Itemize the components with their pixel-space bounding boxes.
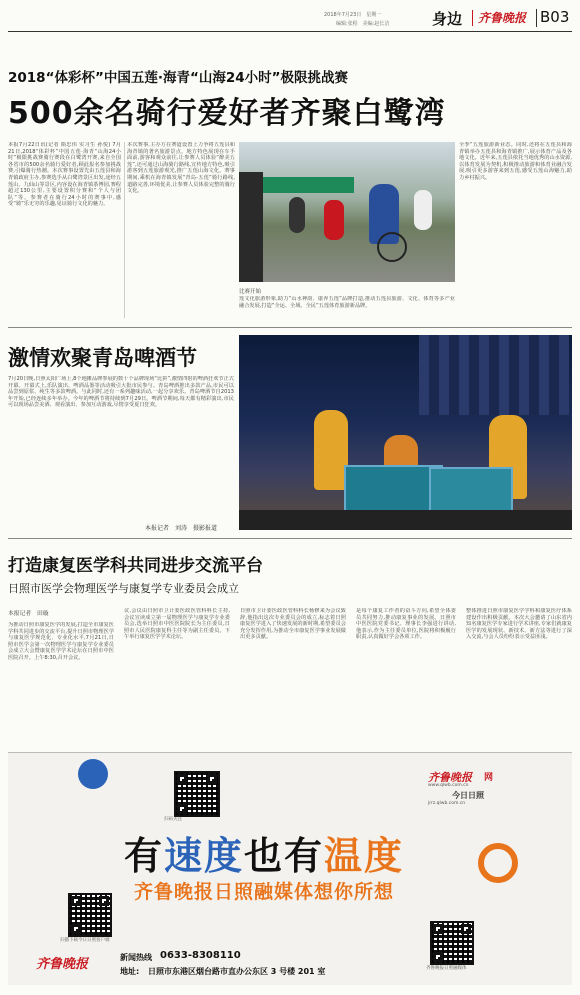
qr-code <box>430 921 474 965</box>
article3-column: 议,会议由日照市卫计委医政医管科科长主持,会议宣读成立第一届物理医学与康复学专业委员会,选举日照市中医医院院长为主任委员,日照市人民医院康复科主任等为副主任委员。下午举行康复医学学术论坛。 <box>124 608 230 641</box>
section-rule <box>8 538 572 539</box>
race-banner <box>259 177 354 193</box>
article2-headline: 激情欢聚青岛啤酒节 <box>8 346 197 370</box>
header-divider-2 <box>536 9 537 27</box>
qr2-caption: 扫描下载今日日照客户端 <box>60 938 110 943</box>
article1-headline: 500余名骑行爱好者齐聚白鹭湾 <box>8 96 446 131</box>
article3-column: 日照市卫计委医政医管科科长杨修来为会议致辞,他指出这次专业委员会的成立,标志着日照康复医学进入了快速发展的新时期,希望委员会充分发挥作用,为推动全市康复医学事业发展做出更多贡献。 <box>240 608 346 641</box>
stage-lights <box>419 335 569 415</box>
hotline-number: 0633-8308110 <box>160 950 241 961</box>
hotline-label: 新闻热线 <box>120 953 152 962</box>
header-editors: 编辑:张程 美编:赵长洁 <box>336 21 390 27</box>
address: 日照市东港区烟台路市直办公东区 3 号楼 201 室 <box>148 967 326 976</box>
column-rule <box>124 142 125 318</box>
qr-code <box>68 893 112 937</box>
slogan-part: 速度 <box>164 834 245 878</box>
stage-floor <box>239 510 572 530</box>
article2-credit: 本报记者 刘涛 摄影报道 <box>145 525 218 532</box>
slogan-part: 也有 <box>244 834 325 878</box>
decorative-ring <box>478 843 518 883</box>
ad-logo-suffix: 网 <box>484 773 494 783</box>
article1-body-left: 本报7月22日讯(记者 隋忠伟 实习生 孙悦) 7月21日,2018“体彩杯”中国五莲·海青“山海24小时”极限挑战赛骑行赛段在白鹭湾开赛,来自全国各省市的500余名骑行爱好者,顾此报名参加挑战赛,引爆骑行热潮。本次赛事设置先由五莲县和海青镇政府主办,参赛选手从白鹭湾景区出发,途经五莲山、九仙山等景区,内容设在海青镇茶博园,赛程超过130公里,主要设置积分赛和“个人与团队”等。参赛者在骑行24小时的赛事中,感受“骑”乐无穷的乐趣,见证骑行文化的魅力。 <box>8 142 121 208</box>
header-date: 2018年7月23日 星期一 <box>324 12 382 18</box>
ad-logo: 齐鲁晚报 <box>428 771 472 784</box>
cyclist-figure <box>289 197 305 233</box>
slogan-part: 有 <box>124 834 165 878</box>
article3-column: 是每个康复工作者的奋斗方向,希望全体委员共同努力,推动康复事业的发展。日照市中医医院党委书记、理事长李强进行讲话,他表示,作为主任委员单位,医院将积极履行职责,认真做好学会各项工作。 <box>356 608 456 641</box>
article2-body: 7月20日晚,日照太阳广场上,8个地摊品牌参展的数十个品牌现场“比拼”,激情四射的啤酒狂欢节正式开幕。开幕式上,乐队演出、啤酒品鉴等活动吸引大批市民参与。青岛啤酒推出多款产品,市民可以品尝到原浆、纯生等多款啤酒。与此同时,还有一系列趣味活动,一起分享欢乐。青岛啤酒节自2013年开始,已经连续多年举办。今年的啤酒节将持续到7月29日。啤酒节期间,每天都有精彩演出,市民可以现场品尝美酒、观看演出、参加互动游戏,尽情享受夏日狂欢。 <box>8 376 234 409</box>
cycling-race-photo <box>239 142 455 282</box>
page-number: B03 <box>540 8 570 26</box>
cyclist-figure <box>324 200 344 240</box>
article1-kicker: 2018“体彩杯”中国五莲·海青“山海24小时”极限挑战赛 <box>8 70 348 86</box>
ad-subline: 齐鲁晚报日照融媒体想你所想 <box>134 881 395 903</box>
ad-slogan <box>124 825 404 880</box>
article1-body-under-photo: 莲文化旅游形象,助力“山水神韵、康养五莲”品牌打造,推动五莲县旅游、文化、体育等多产业融合发展,打造“全运、全域、全民”五莲体育旅游新品牌。 <box>239 296 455 309</box>
header-rule <box>8 31 572 32</box>
slogan-part: 温度 <box>324 834 405 878</box>
ad-app-name: 今日日照 <box>452 791 484 800</box>
qr1-caption: 扫码关注 <box>164 817 182 822</box>
ad-footer-logo: 齐鲁晚报 <box>36 957 89 972</box>
article3-headline: 打造康复医学科共同进步交流平台 <box>8 556 263 576</box>
performer-figure <box>314 410 348 490</box>
cyclist-figure <box>414 190 432 230</box>
photo1-caption: 比赛开始 <box>239 289 262 295</box>
section-rule <box>8 327 572 328</box>
address-label: 地址: <box>120 967 140 976</box>
beer-festival-photo <box>239 335 572 530</box>
bike-wheel <box>377 232 407 262</box>
qr3-caption: 齐鲁晚报日照融媒体 <box>426 966 467 971</box>
article3-column: 为推动日照市康复医学的发展,打造全市康复医学科共同进步的交流平台,提升日照市物理医学与康复医学规范化、专业化水平,7月21日,日照市医学会第一次物理医学与康复学专业委员会成立大会暨康复医学学术论坛在日照市中医医院召开。上午8:30,召开会议。 <box>8 622 114 661</box>
ad-app-site: jrrz.qlwb.com.cn <box>428 801 466 806</box>
paper-logo: 齐鲁晚报 <box>478 11 527 25</box>
section-title: 身边 <box>432 10 463 28</box>
spectator-figure <box>239 172 263 282</box>
ad-site: www.qlwb.com.cn <box>428 783 469 788</box>
ad-banner <box>8 752 572 985</box>
article3-byline: 本报记者 田璇 <box>8 611 49 617</box>
article3-column: 整体推进日照市康复医学学科和康复医疗体系建设作出积极贡献。本次大会邀请了山东省内知名康复医学专家进行学术讲座,专家们就康复医学的发展现状、新技术、新方法等进行了深入交流,与会人员纷纷表示受益匪浅。 <box>466 608 572 641</box>
qr-code <box>174 771 220 817</box>
article3-subhead: 日照市医学会物理医学与康复学专业委员会成立 <box>8 582 239 595</box>
decorative-circle <box>78 759 108 789</box>
article1-body-right: 全季“五莲旅游新业态。同时,还将在五莲县和海青镇举办五莲县和海青镇推广,展示体育产品及各地文化。近年来,五莲县依托当地优秀的山水资源,以体育发展为契机,积极推动旅游和体育业融合发展,吸引更多游客来到五莲,感受五莲山海魅力,助力乡村振兴。 <box>459 142 572 181</box>
header-divider <box>472 10 473 26</box>
article1-body-mid: 本次赛事,主办方在赛道设置上力争将五莲县和海青镇的著名旅游景点、地方特色展现在车手面前,游客和观众前往,让参赛人员体验“醉美五莲”,还可通过山海骑行路线,宣传地方特色,吸引游客到五莲旅游观光,推广五莲山海文化。赛事期间,乘机在海青镇发展“青岛-五莲”骑行路线,道路完善,环境优美,让参赛人员体验完整的骑行文化。 <box>127 142 235 195</box>
